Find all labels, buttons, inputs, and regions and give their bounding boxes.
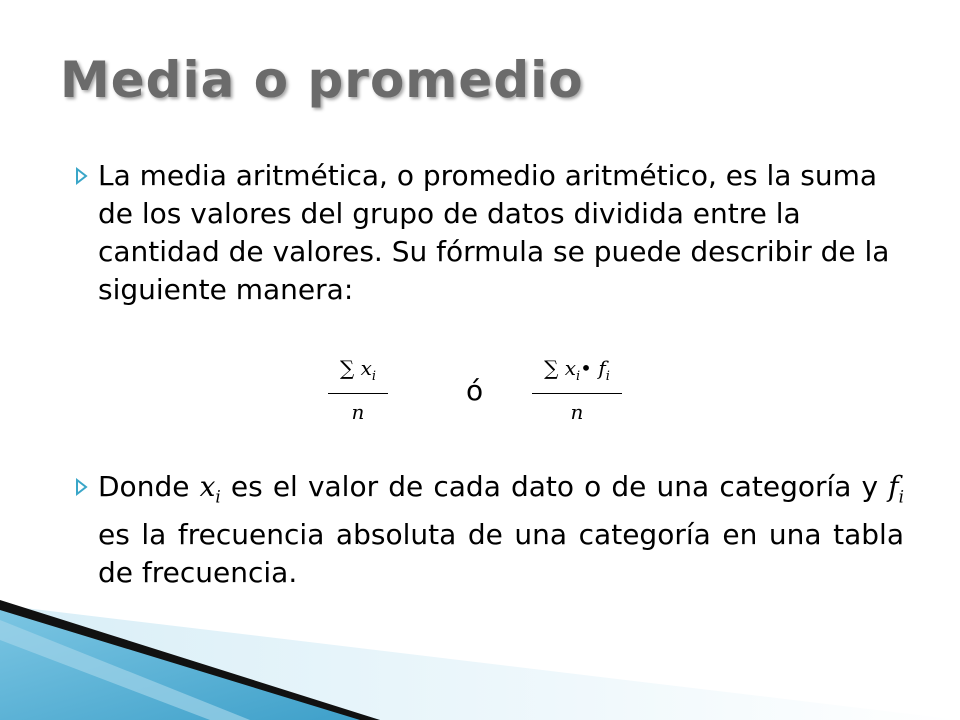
mean-formula-weighted: [532, 356, 622, 424]
mean-formula-simple: [328, 356, 388, 424]
formula1-numerator: ∑ $x_i$: [328, 356, 388, 394]
formula2-denominator: n: [570, 400, 584, 424]
formula2-numerator: ∑ $x_i•$ $f_i$: [532, 356, 622, 394]
or-word: ó: [466, 374, 484, 407]
formula1-denominator: n: [351, 400, 365, 424]
bullet-definition: [74, 157, 904, 309]
variable-f: $f_i$: [888, 470, 905, 507]
bullet-explanation-text: Donde $x_i$ es el valor de cada dato o de una categoría y $f_i$ es la frecuencia absoluta de una categoría en una tabla de frecuencia.: [98, 470, 905, 589]
variable-x: $x_i$: [199, 470, 221, 507]
bullet-definition-text: La media aritmética, o promedio aritmético, es la suma de los valores del grupo de datos dividida entre la cantidad de valores. Su fórmula se puede describir de la siguiente manera:: [98, 159, 890, 306]
bullet-arrow-icon: [74, 157, 90, 195]
formula-row: [0, 356, 960, 436]
bullet-arrow-icon: [74, 468, 90, 506]
corner-decoration: [0, 560, 960, 720]
slide-title: Media o promedio: [60, 51, 584, 109]
